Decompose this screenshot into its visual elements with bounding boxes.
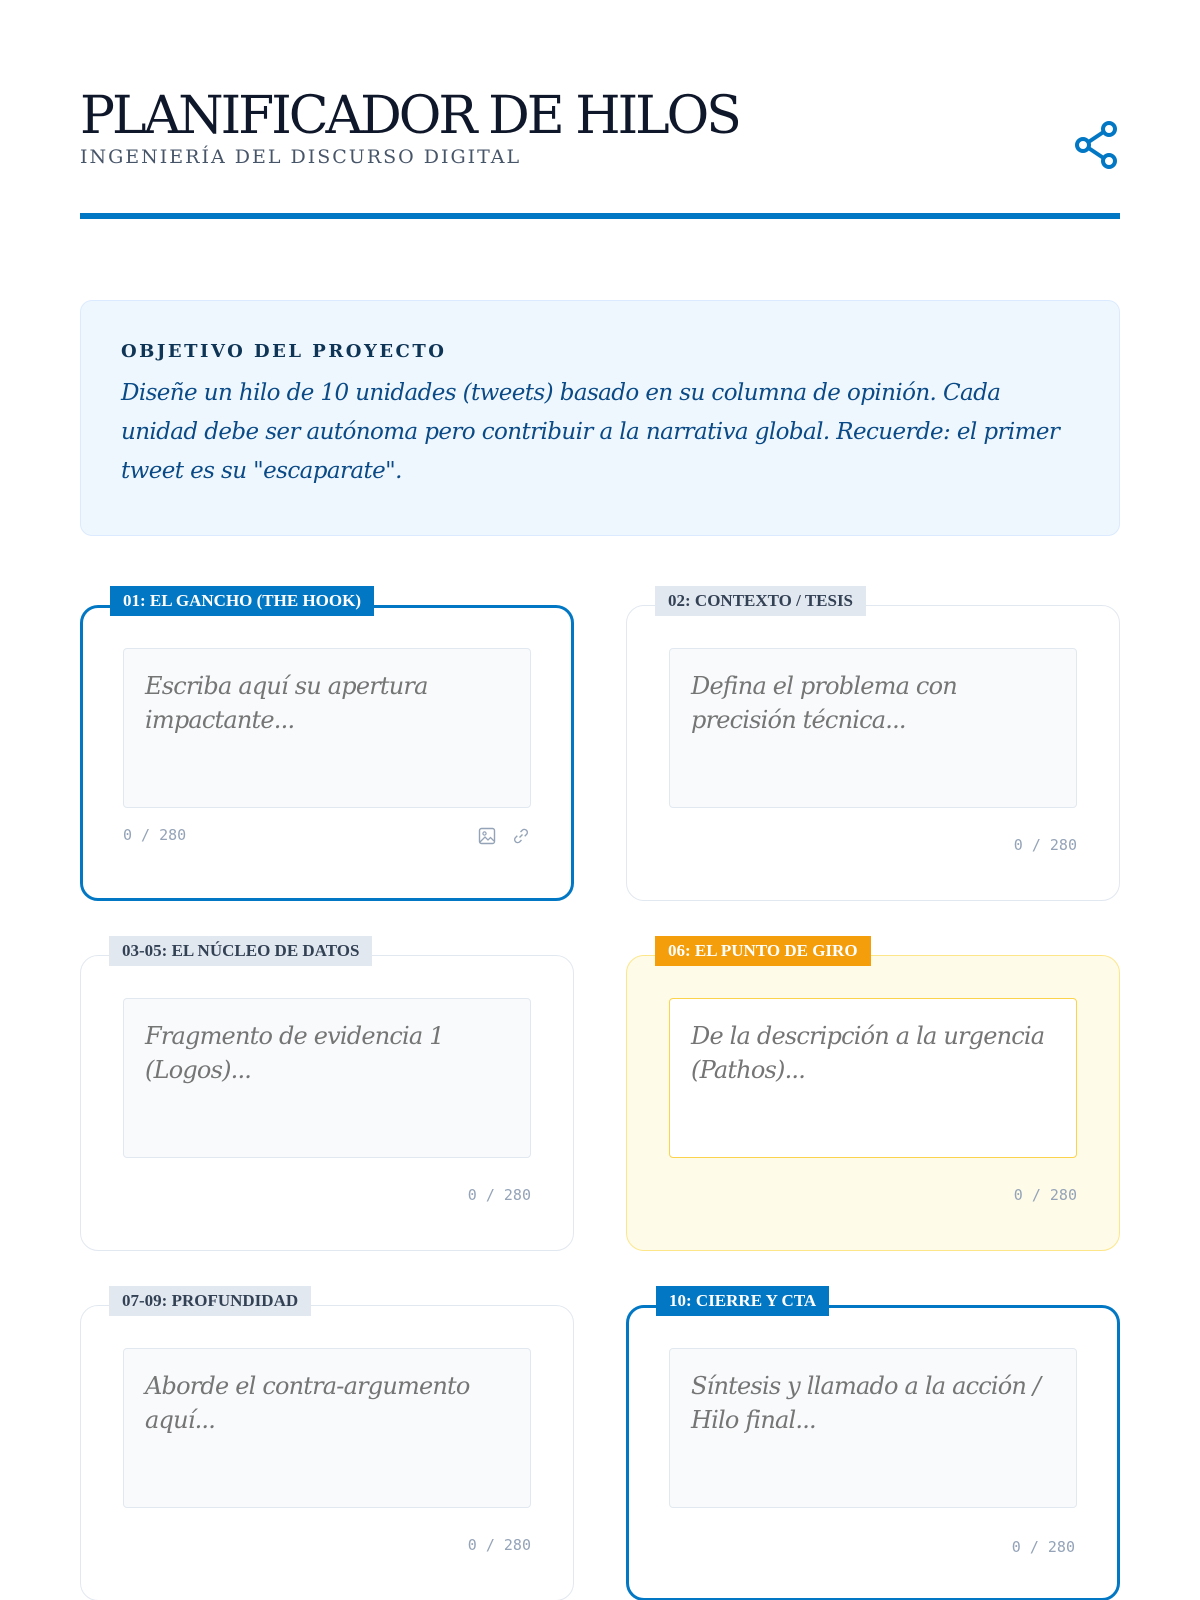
- objective-label: OBJETIVO DEL PROYECTO: [121, 341, 447, 362]
- card-tag: 07-09: PROFUNDIDAD: [109, 1286, 311, 1316]
- objective-panel: [80, 300, 1120, 536]
- tweet-card-pivot: [626, 941, 1120, 1251]
- page-subtitle: INGENIERÍA DEL DISCURSO DIGITAL: [80, 146, 522, 168]
- tweet-input-hook[interactable]: [123, 648, 531, 808]
- link-icon[interactable]: [511, 826, 531, 846]
- tweet-card-context: [626, 591, 1120, 901]
- char-counter: 0 / 280: [1013, 1186, 1077, 1204]
- share-button[interactable]: [1074, 122, 1120, 168]
- card-tag: 01: EL GANCHO (THE HOOK): [110, 586, 374, 616]
- tweet-card-hook: [80, 591, 574, 901]
- tweet-card-closing: [626, 1291, 1120, 1600]
- tweet-input-pivot[interactable]: [669, 998, 1077, 1158]
- tweet-input-depth[interactable]: [123, 1348, 531, 1508]
- tweet-input-closing[interactable]: [669, 1348, 1077, 1508]
- share-icon: [1074, 120, 1120, 170]
- char-counter: 0 / 280: [1013, 836, 1077, 854]
- char-counter: 0 / 280: [123, 826, 187, 844]
- header-divider: [80, 213, 1120, 219]
- card-tools: [477, 826, 531, 846]
- image-icon[interactable]: [477, 826, 497, 846]
- tweet-card-depth: [80, 1291, 574, 1600]
- card-tag: 06: EL PUNTO DE GIRO: [655, 936, 871, 966]
- page-title: PLANIFICADOR DE HILOS: [80, 86, 739, 146]
- page-header: [80, 88, 1120, 168]
- tweet-input-context[interactable]: [669, 648, 1077, 808]
- tweet-card-data: [80, 941, 574, 1251]
- objective-text: Diseñe un hilo de 10 unidades (tweets) basado en su columna de opinión. Cada unidad debe ser autónoma pero contribuir a la narrativa global. Recuerde: el primer tweet es su "escaparate".: [121, 380, 1060, 484]
- char-counter: 0 / 280: [467, 1186, 531, 1204]
- card-tag: 10: CIERRE Y CTA: [656, 1286, 829, 1316]
- card-tag: 02: CONTEXTO / TESIS: [655, 586, 866, 616]
- card-tag: 03-05: EL NÚCLEO DE DATOS: [109, 936, 372, 966]
- char-counter: 0 / 280: [467, 1536, 531, 1554]
- char-counter: 0 / 280: [1011, 1538, 1075, 1556]
- tweet-input-data[interactable]: [123, 998, 531, 1158]
